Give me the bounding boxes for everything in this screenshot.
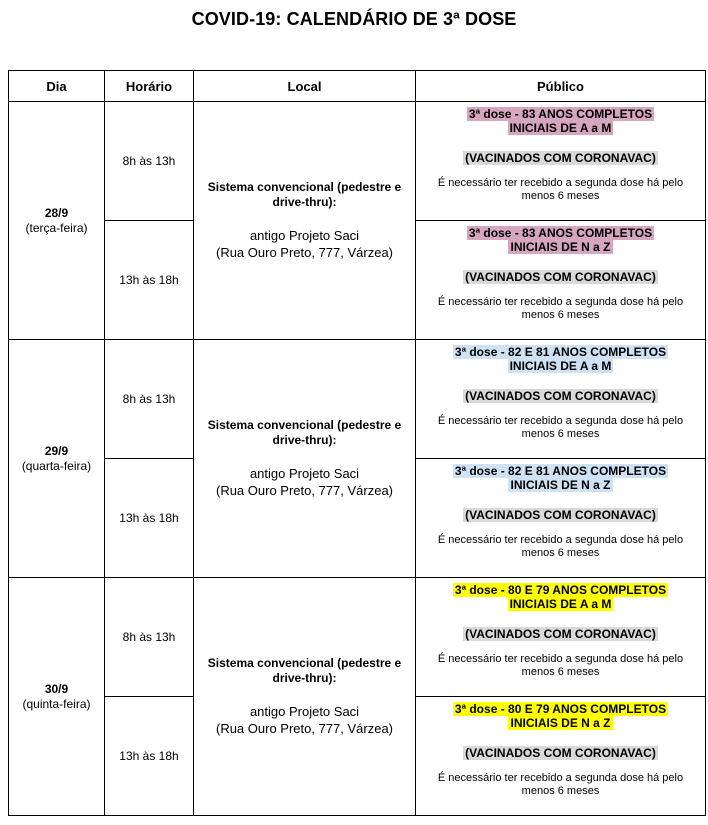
public-cell xyxy=(416,459,706,578)
local-address: (Rua Ouro Preto, 777, Várzea) xyxy=(215,245,394,260)
vaccine-label: (VACINADOS COM CORONAVAC) xyxy=(465,270,656,284)
requirement-note: É necessário ter recebido a segunda dose há pelo menos 6 meses xyxy=(437,415,684,440)
local-address: (Rua Ouro Preto, 777, Várzea) xyxy=(215,483,394,498)
page-title: COVID-19: CALENDÁRIO DE 3ª DOSE xyxy=(191,9,517,29)
group-line2: INICIAIS DE N a Z xyxy=(510,478,611,492)
day-date: 30/9 xyxy=(44,681,69,696)
time-cell: 13h às 18h xyxy=(105,221,194,340)
table-row xyxy=(9,340,706,459)
day-cell xyxy=(9,578,105,816)
public-cell xyxy=(416,221,706,340)
group-line1: 3ª dose - 82 E 81 ANOS COMPLETOS xyxy=(454,464,667,478)
header-horario: Horário xyxy=(105,71,194,102)
local-cell xyxy=(194,340,416,578)
group-line2: INICIAIS DE A a M xyxy=(509,121,612,135)
local-system: Sistema convencional (pedestre e drive-thru): xyxy=(207,418,402,447)
local-cell xyxy=(194,578,416,816)
day-date: 29/9 xyxy=(44,443,69,458)
local-place: antigo Projeto Saci xyxy=(249,228,360,243)
vaccine-label: (VACINADOS COM CORONAVAC) xyxy=(465,508,656,522)
local-cell xyxy=(194,102,416,340)
group-line2: INICIAIS DE A a M xyxy=(509,597,612,611)
schedule-table xyxy=(8,70,706,816)
group-line1: 3ª dose - 80 E 79 ANOS COMPLETOS xyxy=(454,583,667,597)
day-weekday: (terça-feira) xyxy=(25,220,88,235)
group-line1: 3ª dose - 83 ANOS COMPLETOS xyxy=(468,107,653,121)
requirement-note: É necessário ter recebido a segunda dose há pelo menos 6 meses xyxy=(437,534,684,559)
requirement-note: É necessário ter recebido a segunda dose há pelo menos 6 meses xyxy=(437,177,684,202)
group-line2: INICIAIS DE N a Z xyxy=(510,716,611,730)
group-line1: 3ª dose - 82 E 81 ANOS COMPLETOS xyxy=(454,345,667,359)
local-place: antigo Projeto Saci xyxy=(249,704,360,719)
time-cell: 13h às 18h xyxy=(105,697,194,816)
requirement-note: É necessário ter recebido a segunda dose há pelo menos 6 meses xyxy=(437,296,684,321)
vaccine-label: (VACINADOS COM CORONAVAC) xyxy=(465,746,656,760)
public-cell xyxy=(416,697,706,816)
requirement-note: É necessário ter recebido a segunda dose há pelo menos 6 meses xyxy=(437,653,684,678)
public-cell xyxy=(416,102,706,221)
time-cell: 8h às 13h xyxy=(105,102,194,221)
header-row xyxy=(9,71,706,102)
group-line1: 3ª dose - 83 ANOS COMPLETOS xyxy=(468,226,653,240)
header-local: Local xyxy=(194,71,416,102)
day-date: 28/9 xyxy=(44,205,69,220)
time-cell: 8h às 13h xyxy=(105,578,194,697)
requirement-note: É necessário ter recebido a segunda dose há pelo menos 6 meses xyxy=(437,772,684,797)
vaccine-label: (VACINADOS COM CORONAVAC) xyxy=(465,151,656,165)
vaccine-label: (VACINADOS COM CORONAVAC) xyxy=(465,389,656,403)
day-cell xyxy=(9,102,105,340)
local-system: Sistema convencional (pedestre e drive-thru): xyxy=(207,656,402,685)
header-publico: Público xyxy=(416,71,706,102)
time-cell: 8h às 13h xyxy=(105,340,194,459)
time-cell: 13h às 18h xyxy=(105,459,194,578)
local-place: antigo Projeto Saci xyxy=(249,466,360,481)
vaccine-label: (VACINADOS COM CORONAVAC) xyxy=(465,627,656,641)
table-row xyxy=(9,578,706,697)
day-weekday: (quarta-feira) xyxy=(21,458,92,473)
group-line2: INICIAIS DE N a Z xyxy=(510,240,611,254)
local-system: Sistema convencional (pedestre e drive-thru): xyxy=(207,180,402,209)
day-weekday: (quinta-feira) xyxy=(22,696,91,711)
group-line2: INICIAIS DE A a M xyxy=(509,359,612,373)
public-cell xyxy=(416,340,706,459)
table-row xyxy=(9,102,706,221)
day-cell xyxy=(9,340,105,578)
group-line1: 3ª dose - 80 E 79 ANOS COMPLETOS xyxy=(454,702,667,716)
public-cell xyxy=(416,578,706,697)
local-address: (Rua Ouro Preto, 777, Várzea) xyxy=(215,721,394,736)
header-dia: Dia xyxy=(9,71,105,102)
